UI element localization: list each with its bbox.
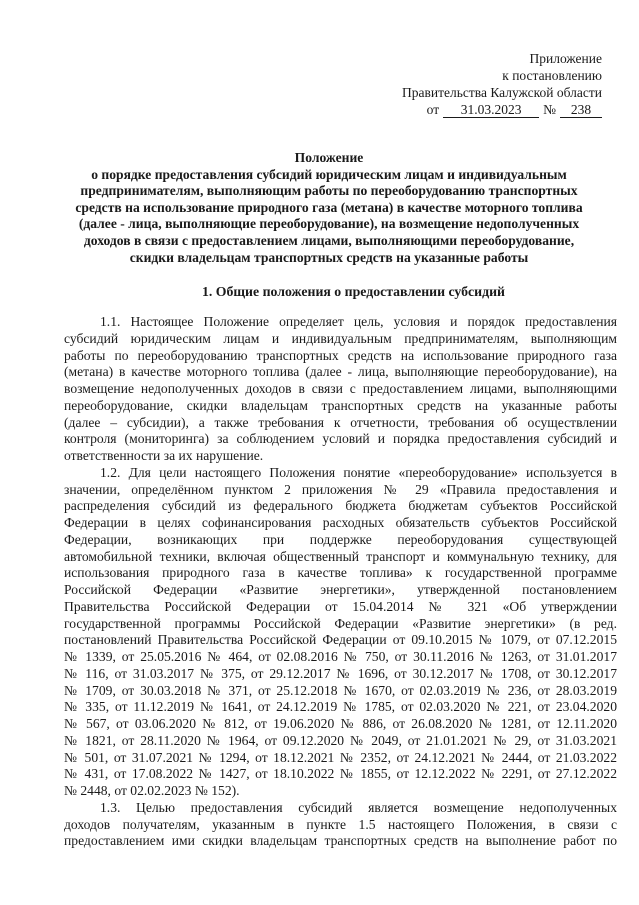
body-line: № 501, от 31.07.2021 № 1294, от 18.12.2021 № 2352, от 24.12.2021 № 2444, от 21.03.2022 bbox=[64, 749, 617, 765]
body-line: Российской Федерации «Развитие энергетики», утвержденной постановлением bbox=[64, 582, 617, 597]
body-line: субсидий юридическим лицам и индивидуальным предпринимателям, выполняющим bbox=[64, 330, 617, 346]
title-heading: Положение bbox=[294, 150, 364, 165]
body-line: возмещение недополученных доходов в связи с предоставлением лицами, выполняющими bbox=[64, 381, 617, 396]
body-line: № 431, от 17.08.2022 № 1427, от 18.10.2022 № 1855, от 12.12.2022 № 2291, от 27.12.2022 bbox=[64, 766, 617, 782]
body-line: использования природного газа в качестве топлива» к государственной программе bbox=[64, 565, 617, 581]
body-line: постановлений Правительства Российской Федерации от 09.10.2015 № 1079, от 07.12.2015 bbox=[64, 632, 617, 648]
appendix-header bbox=[362, 50, 602, 118]
section-heading: 1. Общие положения о предоставлении субсидий bbox=[201, 284, 505, 299]
body-line: № 116, от 31.03.2017 № 375, от 29.12.2017 № 1696, от 30.12.2017 № 1708, от 30.12.2017 bbox=[64, 665, 617, 681]
body-line: Федерации, возникающих при поддержке переоборудования существующей bbox=[64, 531, 617, 547]
title-line: (далее - лица, выполняющие переоборудование), на возмещение недополученных bbox=[78, 216, 580, 232]
body-line: предоставлением ими скидки владельцам транспортных средств на выполнение работ по bbox=[64, 833, 617, 849]
body-line: (далее – субсидии), а также требования к отчетности, требования об осуществлении bbox=[64, 414, 617, 430]
title-line: доходов в связи с предоставлением лицами, выполняющими переоборудование, bbox=[83, 232, 575, 248]
body-line: Правительства Российской Федерации от 15.04.2014 № 321 «Об утверждении bbox=[64, 598, 617, 614]
body-line: 1.2. Для цели настоящего Положения понятие «переоборудование» используется в bbox=[100, 464, 617, 480]
resolution-reference: к постановлению bbox=[502, 68, 602, 83]
body-text bbox=[64, 314, 617, 850]
title-line: скидки владельцам транспортных средств на указанные работы bbox=[129, 249, 529, 265]
body-line: № 335, от 11.12.2019 № 1641, от 24.12.2019 № 1785, от 02.03.2020 № 221, от 23.04.2020 bbox=[64, 699, 617, 715]
body-line: государственной программы Российской Федерации «Развитие энергетики» (в ред. bbox=[64, 615, 617, 631]
body-line: переоборудование, скидки владельцам транспортных средств на указанные работы bbox=[64, 397, 617, 413]
government-name: Правительства Калужской области bbox=[401, 85, 602, 100]
body-line: (метана) в качестве моторного топлива (далее - лица, выполняющие переоборудование), на bbox=[64, 364, 617, 380]
resolution-number: 238 bbox=[560, 103, 602, 118]
document-title bbox=[44, 150, 614, 266]
body-line: 1.3. Целью предоставления субсидий является возмещение недополученных bbox=[100, 799, 617, 815]
resolution-date: 31.03.2023 bbox=[443, 103, 539, 118]
body-line: Федерации в целях софинансирования расходных обязательств субъектов Российской bbox=[64, 515, 617, 530]
body-line: № 2448, от 02.02.2023 № 152). bbox=[64, 783, 240, 798]
body-line: контроля (мониторинга) за соблюдением условий и порядка предоставления субсидий и bbox=[64, 431, 617, 447]
title-line: о порядке предоставления субсидий юридическим лицам и индивидуальным bbox=[91, 166, 567, 182]
body-line: ответственности за их нарушение. bbox=[64, 448, 264, 463]
body-line: доходов получателям, указанным в пункте 1.5 настоящего Положения, в связи с bbox=[64, 816, 617, 832]
title-line: средств на использование природного газа (метана) в качестве моторного топлива bbox=[75, 199, 583, 215]
appendix-label: Приложение bbox=[529, 51, 602, 66]
body-line: распределения субсидий из федерального бюджета бюджетам субъектов Российской bbox=[64, 498, 617, 514]
body-line: № 1821, от 28.11.2020 № 1964, от 09.12.2020 № 2049, от 21.01.2021 № 29, от 31.03.2021 bbox=[64, 732, 617, 748]
body-line: работы по переоборудованию транспортных средств на использование природного газа bbox=[64, 347, 617, 363]
body-line: № 1709, от 30.03.2018 № 371, от 25.12.2018 № 1670, от 02.03.2019 № 236, от 28.03.2019 bbox=[64, 682, 617, 698]
body-line: № 567, от 03.06.2020 № 812, от 19.06.2020 № 886, от 26.08.2020 № 1281, от 12.11.2020 bbox=[64, 716, 617, 731]
body-line: № 1339, от 25.05.2016 № 464, от 02.08.2016 № 750, от 30.11.2016 № 1263, от 31.01.2017 bbox=[64, 649, 617, 664]
body-line: 1.1. Настоящее Положение определяет цель, условия и порядок предоставления bbox=[100, 314, 617, 329]
date-prefix: от bbox=[426, 102, 440, 117]
title-lines bbox=[44, 167, 614, 267]
body-line: значении, определённом пунктом 2 приложения № 29 «Правила предоставления и bbox=[64, 481, 617, 497]
date-number-line bbox=[362, 101, 602, 118]
number-sign: № bbox=[543, 102, 556, 117]
title-line: предпринимателям, выполняющим работы по переоборудованию транспортных bbox=[80, 183, 578, 199]
body-line: автомобильной техники, включая общественный транспорт и коммунальную технику, для bbox=[64, 548, 617, 564]
